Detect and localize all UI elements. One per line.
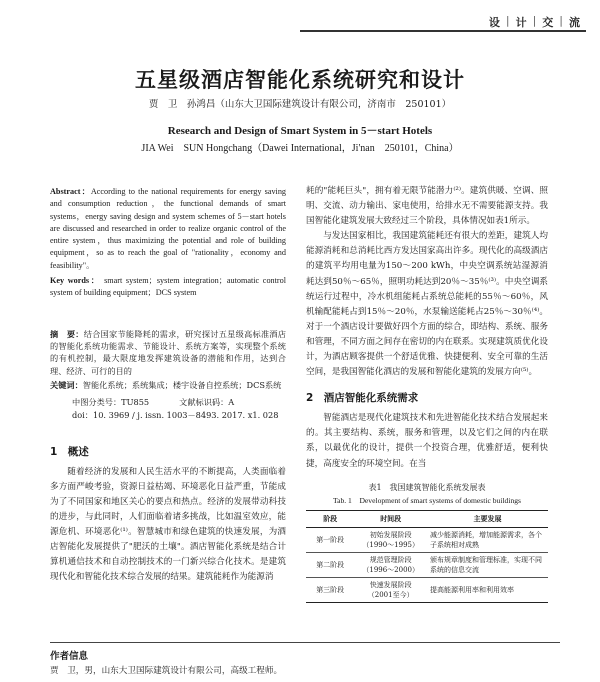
abstract-cn-label: 摘 要： [50,328,84,339]
section-2-paragraph: 智能酒店是现代化建筑技术和先进智能化技术结合发展起来的。其主要结构、系统，服务和管理，以及它们之间的内在联系，以最优化的设计，提供一个投资合理，优雅舒适，便利快捷，高度安全的环境空间。在当 [306,413,548,469]
table-header-stage: 阶段 [306,510,354,527]
section-tag-char-1: 设 [488,16,500,29]
author-info-text: 贾 卫，男，山东大卫国际建筑设计有限公司，高级工程师。 [50,666,283,676]
section-2-heading: 2 酒店智能化系统需求 [306,392,419,405]
authors-en: JIA Wei SUN Hongchang（Dawei International，Ji'nan 250101，China） [141,143,459,154]
table-cell-period: 规范管理阶段（1996～2000） [354,552,427,577]
keywords-en-text: smart system；system integration；automatic control system of building equipment；DCS system [50,276,286,298]
table-cell-development: 提高能源利用率和利用效率 [427,577,548,602]
abstract-cn [50,328,286,378]
table-cell-development: 颁布规章制度和管理标准，实现不同系统的信息交流 [427,552,548,577]
authors-cn: 贾 卫 孙鸿昌（山东大卫国际建筑设计有限公司，济南市 250101） [148,99,452,110]
table-1 [306,510,548,603]
table-header-period: 时间段 [354,510,427,527]
keywords-cn-label: 关键词： [50,380,83,391]
right-column [306,184,548,603]
table-cell-period: 快速发展阶段（2001至今） [354,577,427,602]
left-column [50,186,286,585]
section-tag-separator: | [532,14,537,27]
table-cell-stage: 第三阶段 [306,577,354,602]
paper-title-cn: 五星级酒店智能化系统研究和设计 [135,67,465,92]
abstract-en [50,186,286,272]
table-cell-stage: 第一阶段 [306,527,354,552]
table-1-caption-en: Tab. 1 Development of smart systems of domestic buildings [332,495,522,505]
table-header-development: 主要发展 [427,510,548,527]
doc-code-value: A [228,396,235,407]
section-tag-separator: | [505,14,510,27]
doc-code-label: 文献标识码： [179,396,229,407]
table-row [306,527,548,552]
section-1-paragraph: 随着经济的发展和人民生活水平的不断提高，人类面临着多方面严峻考验，资源日益枯竭、环境恶化日益严重，节能成为了不同国家和地区关心的要点和热点。经济的发展带动科技的进步，与此同时，人们面临着诸多挑战，比如温室效应，能源危机、环境恶化⁽¹⁾。智慧城市和绿色建筑的快速发展，为酒店智能化发展提供了"肥沃的土壤"。酒店智能化系统是结合计算机通信技术和自动控制技术的一门新兴综合化技术。是建筑现代化和智能化技术综合发展的结果。建筑能耗作为能源消 [50,466,286,583]
table-cell-development: 减少能源消耗，增加能源需求，各个子系统相对成熟 [427,527,548,552]
clc-label: 中图分类号： [72,396,122,407]
table-cell-period: 初始发展阶段（1990～1995） [354,527,427,552]
keywords-en-label: Key words： [50,276,101,286]
table-row [306,552,548,577]
table-header-row [306,510,548,527]
table-cell-stage: 第二阶段 [306,552,354,577]
doi-label: doi： [72,409,93,420]
abstract-cn-text: 结合国家节能降耗的需求，研究探讨五星级高标准酒店的智能化系统功能需求、节能设计、系统方案等，实现整个系统的有机控制，最大限度地发挥建筑设备的潜能和作用，达到合理、经济、可行的目的 [50,328,286,376]
paper-title-en: Research and Design of Smart System in 5－start Hotels [167,125,433,137]
abstract-en-text: According to the national requirements for energy saving and consumption reduction，the functional demands of smart systems，energy saving design and system schemes of 5－start hotels are discussed and researched in order to realize organic control of the entire system，thus maximizing the potential and role of building equipment，so as to reach the goal of "rationality，economy and feasibility"。 [50,187,287,270]
abstract-en-label: Abstract： [50,187,91,196]
section-tag-separator: | [559,14,563,27]
section-tag-char-3: 交 [542,16,554,29]
author-info-title: 作者信息 [50,651,89,662]
table-1-caption-cn: 表1 我国建筑智能化系统发展表 [368,482,486,492]
section-tag-char-4: 流 [569,16,580,29]
clc-value: TU855 [121,396,150,407]
section-tag-char-2: 计 [515,16,527,29]
table-row [306,577,548,602]
keywords-en [50,275,286,300]
section-tag [489,14,580,30]
header-rule [300,30,586,32]
section-1-heading: 1 概述 [50,445,89,458]
doi-value: 10. 3969 / j. issn. 1003－8493. 2017. x1. 028 [92,409,279,420]
footer-rule [50,642,560,643]
right-paragraph-1: 耗的"能耗巨头"，拥有着无限节能潜力⁽²⁾。建筑供暖、空调、照明、交流、动力输出、家电使用，给排水无不需要能源支持。我国智能化建筑发展大致经过三个阶段，具体情况如表1所示。 [306,186,548,227]
article-meta [50,396,286,422]
keywords-cn [50,379,286,391]
keywords-cn-text: 智能化系统；系统集成；楼宇设备自控系统；DCS系统 [82,380,282,391]
right-paragraph-2: 与发达国家相比，我国建筑能耗还有很大的差距，建筑人均能源消耗和总消耗比西方发达国家高出许多。现代化的高级酒店的建筑平均用电量为150～200 kWh，中央空调系统站湿源消耗达到50％～65％，照明功耗达到20％～35％⁽³⁾。中央空调系统运行过程中，冷水机组能耗占系统总能耗的55％～60％，风机输配能耗占到15％～20％，水泵输送能耗占25％～30％⁽⁴⁾。对于一个酒店设计要做好四个方面的综合，即结构、系统、服务和管理，不同方面之间存在密切的内在联系。实现建筑质优化设计，为酒店顾客提供一个舒适优雅、快捷便利、安全可靠的生活空间，是我国智能化酒店的发展和智能化建筑的发展方向⁽⁵⁾。 [306,231,548,378]
